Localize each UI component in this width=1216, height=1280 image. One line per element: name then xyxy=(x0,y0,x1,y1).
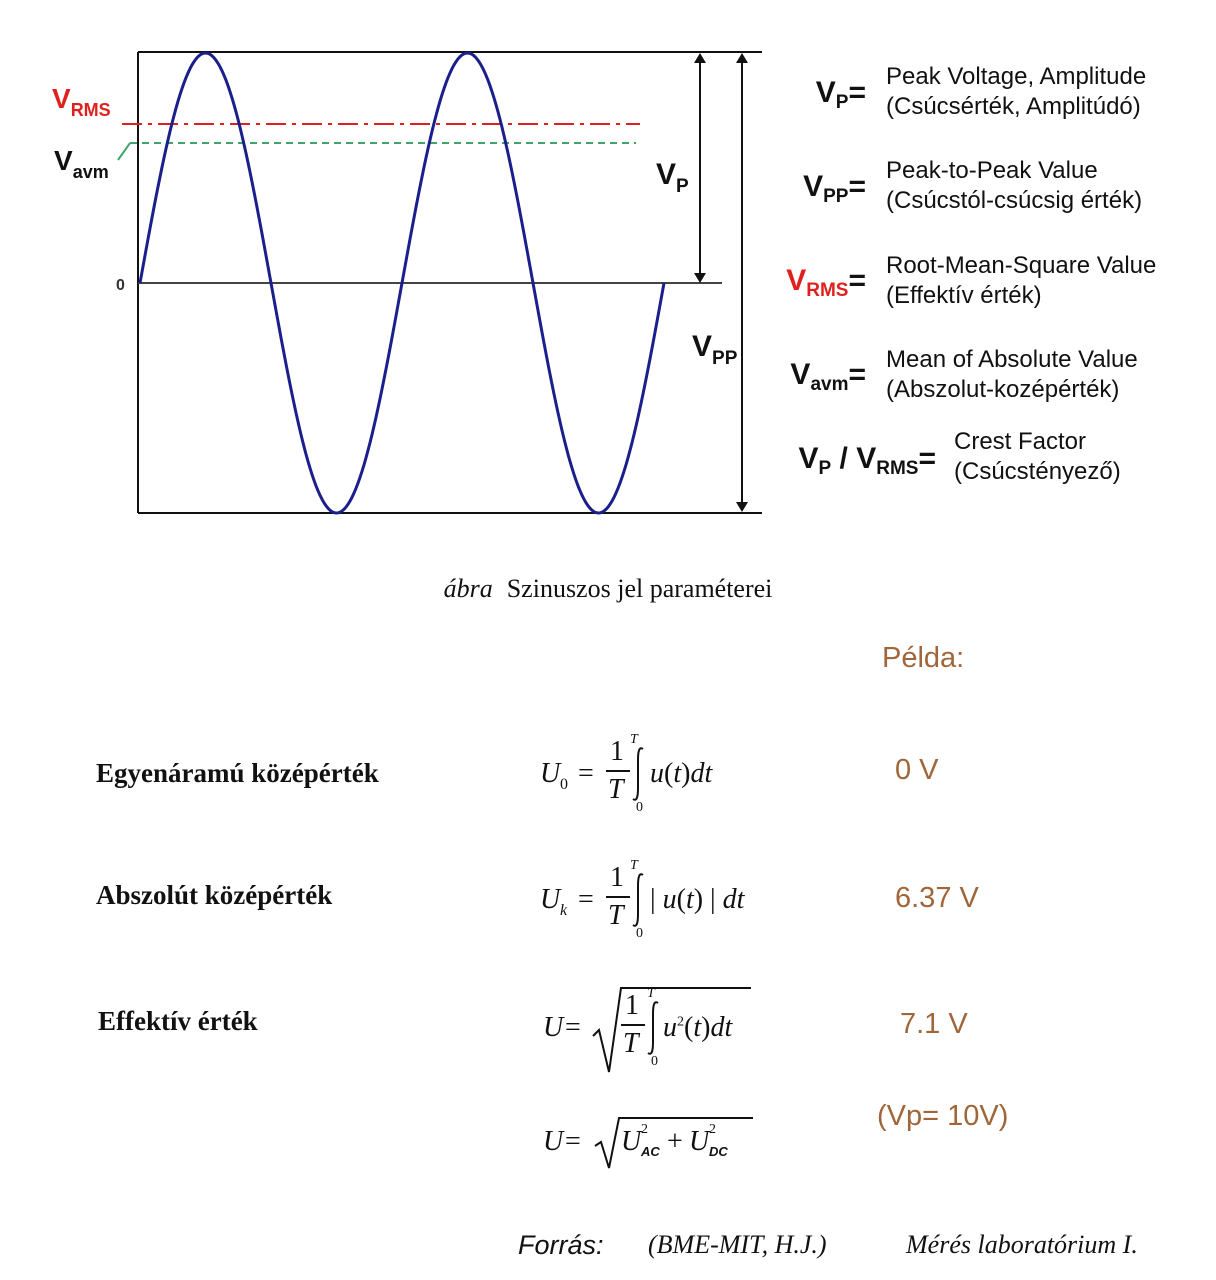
row-label-dc-mean: Egyenáramú középérték xyxy=(96,758,379,788)
legend-vp-symbol: $V_P=$ xyxy=(815,76,866,113)
row-label-rms: Effektív érték xyxy=(98,1006,258,1036)
example-value-abs-mean: 6.37 V xyxy=(895,882,979,914)
formula-rms-acdc: U = U 2 AC + U 2 DC xyxy=(543,1112,763,1172)
vavm-label: Vavm xyxy=(54,145,109,182)
vpp-label-sub: PP xyxy=(712,348,738,369)
footer-source-label: Forrás: xyxy=(518,1230,604,1260)
caption-prefix: ábra xyxy=(443,574,493,603)
formula-rms: U = 1 T T 0 $u^2(t)dt$ xyxy=(543,984,763,1074)
formula-dc-mean: U 0 = 1 T T 0 u(t)dt xyxy=(540,732,713,815)
legend-crest-symbol: $V_P / V_{RMS}=$ xyxy=(798,442,936,479)
legend-vavm-text: Mean of Absolute Value (Abszolut-kozépérték) xyxy=(886,346,1138,403)
vpp-label: VPP xyxy=(692,330,738,369)
example-header: Példa: xyxy=(882,642,965,674)
formula-abs-mean: U k = 1 T T 0 | u(t) | dt xyxy=(540,858,745,941)
legend-vrms-text: Root-Mean-Square Value (Effektív érték) xyxy=(886,252,1157,309)
legend-vp-text: Peak Voltage, Amplitude (Csúcsérték, Amplitúdó) xyxy=(886,63,1147,120)
figure-caption xyxy=(0,574,1216,604)
vrms-label: VRMS xyxy=(52,83,111,120)
row-label-abs-mean: Abszolút középérték xyxy=(96,880,333,910)
vrms-label-sub: RMS xyxy=(70,100,111,120)
legend-vpp-text: Peak-to-Peak Value (Csúcstól-csúcsig érték) xyxy=(886,157,1143,214)
legend-vavm-symbol: $V_{avm}=$ xyxy=(790,358,866,395)
legend-crest-text: Crest Factor (Csúcstényező) xyxy=(954,428,1121,485)
example-value-dc-mean: 0 V xyxy=(895,754,939,786)
vavm-label-sub: avm xyxy=(72,162,109,182)
vp-label-sub: P xyxy=(676,176,689,197)
avm-leader-line xyxy=(118,143,130,160)
example-note-vp: (Vp= 10V) xyxy=(877,1100,1009,1132)
caption-text: Szinuszos jel paraméterei xyxy=(506,574,773,603)
legend-vpp-symbol: $V_{PP}=$ xyxy=(803,170,866,207)
zero-label: 0 xyxy=(116,277,125,294)
footer-source: (BME-MIT, H.J.) xyxy=(648,1230,827,1259)
legend-vrms-symbol: $V_{RMS}=$ xyxy=(786,264,866,301)
footer-course: Mérés laboratórium I. xyxy=(906,1230,1138,1259)
vp-label: VP xyxy=(656,158,689,197)
example-value-rms: 7.1 V xyxy=(900,1008,968,1040)
